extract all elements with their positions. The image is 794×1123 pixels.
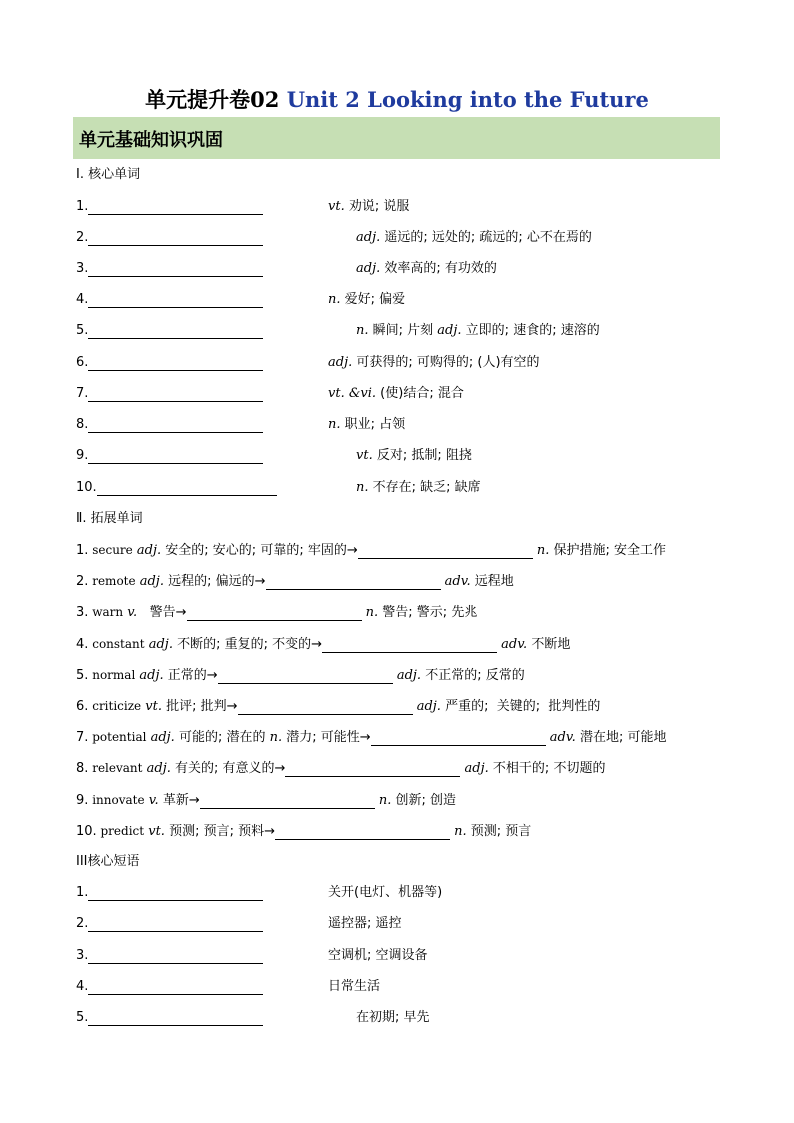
list-item: 5. xyxy=(76,1010,263,1026)
answer-blank[interactable] xyxy=(200,794,375,809)
answer-blank[interactable] xyxy=(88,449,263,464)
answer-blank[interactable] xyxy=(88,949,263,964)
answer-blank[interactable] xyxy=(88,324,263,339)
section-1-heading: Ⅰ. 核心单词 xyxy=(76,167,141,182)
list-item: 10. predict vt. 预测; 预言; 预料→ n. 预测; 预言 xyxy=(76,824,532,839)
list-item: 9. xyxy=(76,448,263,464)
list-item: 3. xyxy=(76,948,263,964)
banner-text: 单元基础知识巩固 xyxy=(79,130,223,151)
answer-blank[interactable] xyxy=(88,356,263,371)
answer-blank[interactable] xyxy=(88,418,263,433)
section-2-heading: Ⅱ. 拓展单词 xyxy=(76,511,143,526)
answer-blank[interactable] xyxy=(322,638,497,653)
answer-blank[interactable] xyxy=(238,700,413,715)
definition: n. 职业; 占领 xyxy=(328,417,406,432)
answer-blank[interactable] xyxy=(88,980,263,995)
answer-blank[interactable] xyxy=(358,544,533,559)
answer-blank[interactable] xyxy=(88,293,263,308)
list-item: 1. xyxy=(76,199,263,215)
definition: 在初期; 早先 xyxy=(356,1010,430,1025)
list-item: 5. xyxy=(76,323,263,339)
list-item: 1. secure adj. 安全的; 安心的; 可靠的; 牢固的→ n. 保护措施; 安全工作 xyxy=(76,543,667,558)
answer-blank[interactable] xyxy=(88,886,263,901)
list-item: 2. xyxy=(76,916,263,932)
answer-blank[interactable] xyxy=(88,262,263,277)
list-item: 3. warn v. 警告→ n. 警告; 警示; 先兆 xyxy=(76,605,478,620)
definition: vt. &vi. (使)结合; 混合 xyxy=(328,386,464,401)
definition: vt. 劝说; 说服 xyxy=(328,199,410,214)
definition: n. 不存在; 缺乏; 缺席 xyxy=(356,480,481,495)
section-3-heading: III核心短语 xyxy=(76,854,140,869)
answer-blank[interactable] xyxy=(218,669,393,684)
answer-blank[interactable] xyxy=(88,231,263,246)
list-item: 7. xyxy=(76,386,263,402)
list-item: 4. xyxy=(76,979,263,995)
definition: adj. 遥远的; 远处的; 疏远的; 心不在焉的 xyxy=(356,230,592,245)
list-item: 7. potential adj. 可能的; 潜在的 n. 潜力; 可能性→ adv. 潜在地; 可能地 xyxy=(76,730,667,745)
list-item: 5. normal adj. 正常的→ adj. 不正常的; 反常的 xyxy=(76,668,525,683)
list-item: 8. xyxy=(76,417,263,433)
definition: adj. 可获得的; 可购得的; (人)有空的 xyxy=(328,355,540,370)
answer-blank[interactable] xyxy=(88,1011,263,1026)
list-item: 1. xyxy=(76,885,263,901)
list-item: 6. xyxy=(76,355,263,371)
page-title xyxy=(0,84,794,114)
definition: 空调机; 空调设备 xyxy=(328,948,428,963)
list-item: 2. remote adj. 远程的; 偏远的→ adv. 远程地 xyxy=(76,574,514,589)
answer-blank[interactable] xyxy=(187,606,362,621)
definition: 日常生活 xyxy=(328,979,381,994)
definition: adj. 效率高的; 有功效的 xyxy=(356,261,497,276)
title-unit: Unit 2 Looking into the Future xyxy=(286,87,649,112)
definition: 关开(电灯、机器等) xyxy=(328,885,443,900)
answer-blank[interactable] xyxy=(371,731,546,746)
answer-blank[interactable] xyxy=(266,575,441,590)
title-prefix: 单元提升卷02 xyxy=(145,87,287,112)
list-item: 9. innovate v. 革新→ n. 创新; 创造 xyxy=(76,793,457,808)
list-item: 10. xyxy=(76,480,277,496)
answer-blank[interactable] xyxy=(88,387,263,402)
definition: 遥控器; 遥控 xyxy=(328,916,402,931)
list-item: 8. relevant adj. 有关的; 有意义的→ adj. 不相干的; 不切题的 xyxy=(76,761,606,776)
answer-blank[interactable] xyxy=(88,200,263,215)
answer-blank[interactable] xyxy=(97,481,277,496)
list-item: 3. xyxy=(76,261,263,277)
list-item: 4. xyxy=(76,292,263,308)
answer-blank[interactable] xyxy=(275,825,450,840)
list-item: 6. criticize vt. 批评; 批判→ adj. 严重的; 关键的; 批判性的 xyxy=(76,699,601,714)
answer-blank[interactable] xyxy=(88,917,263,932)
answer-blank[interactable] xyxy=(285,762,460,777)
definition: vt. 反对; 抵制; 阻挠 xyxy=(356,448,472,463)
list-item: 2. xyxy=(76,230,263,246)
definition: n. 瞬间; 片刻 adj. 立即的; 速食的; 速溶的 xyxy=(356,323,600,338)
definition: n. 爱好; 偏爱 xyxy=(328,292,406,307)
section-banner xyxy=(73,117,720,159)
list-item: 4. constant adj. 不断的; 重复的; 不变的→ adv. 不断地 xyxy=(76,637,571,652)
